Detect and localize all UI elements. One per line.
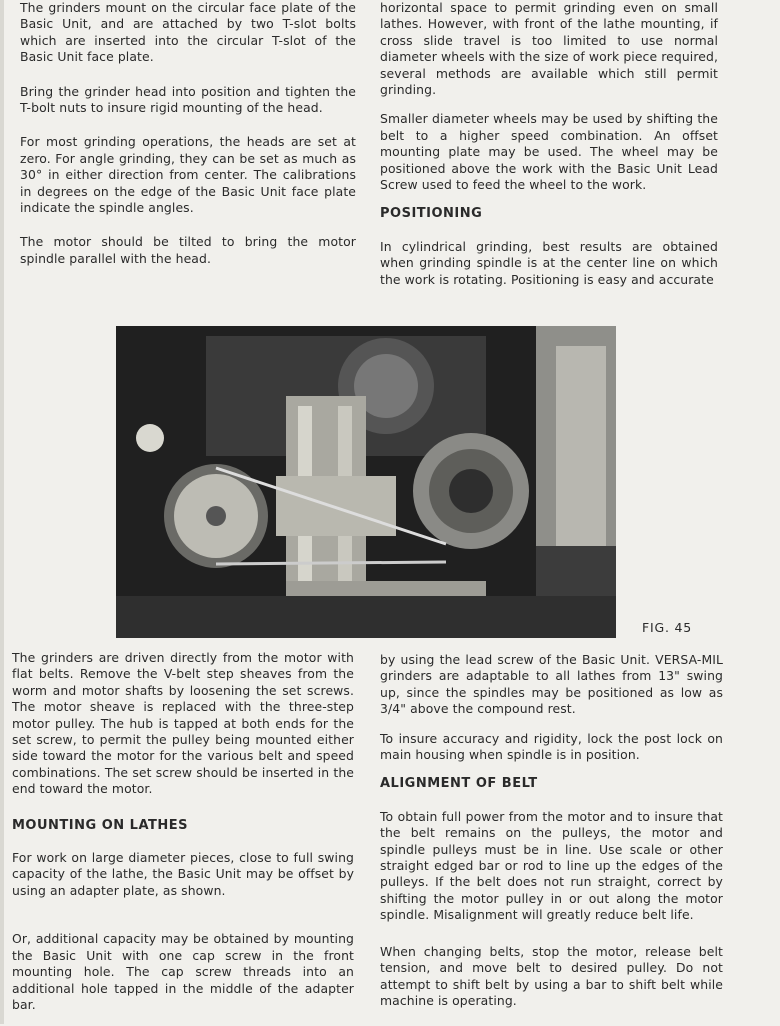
- section-heading: POSITIONING: [380, 206, 483, 222]
- column-left-top: [20, 0, 356, 280]
- paragraph: Or, additional capacity may be obtained by mounting the Basic Unit with one cap screw in the front mounting hole. The cap screw threads into an additional hole tapped in the middle of the adapter bar.: [12, 931, 354, 1012]
- paragraph: For most grinding operations, the heads are set at zero. For angle grinding, they can be set as much as 30° in either direction from center. The calibrations in degrees on the edge of the Basic Unit face plate indicate the spindle angles.: [20, 134, 356, 216]
- paragraph: by using the lead screw of the Basic Unit. VERSA-MIL grinders are adaptable to all lathes from 13" swing up, since the spindles may be positioned as low as 3/4" above the compound rest.: [380, 652, 723, 717]
- paragraph: horizontal space to permit grinding even on small lathes. However, with front of the lathe mounting, if cross slide travel is too limited to use normal diameter wheels with the size of work piece required, several methods are available which still permit grinding.: [380, 0, 718, 98]
- figure-caption: FIG. 45: [642, 620, 693, 635]
- column-left-bottom: [12, 650, 354, 1026]
- paragraph: In cylindrical grinding, best results are obtained when grinding spindle is at the center line on which the work is rotating. Positioning is easy and accurate: [380, 238, 718, 287]
- section-heading: ALIGNMENT OF BELT: [380, 776, 538, 792]
- figure-photo-grinder-on-lathe: [116, 326, 616, 638]
- machine-photo-illustration: [116, 326, 616, 638]
- page-gutter: [0, 0, 4, 1024]
- paragraph: The motor should be tilted to bring the motor spindle parallel with the head.: [20, 234, 356, 266]
- paragraph: To obtain full power from the motor and to insure that the belt remains on the pulleys, the motor and spindle pulleys must be in line. Use scale or other straight edged bar or rod to line up the edges of the pulleys. If the belt does not run straight, correct by shifting the motor pulley in or out along the motor spindle. Misalignment will greatly reduce belt life.: [380, 808, 723, 923]
- paragraph: Smaller diameter wheels may be used by shifting the belt to a higher speed combination. An offset mounting plate may be used. The wheel may be positioned above the work with the Basic Unit Lead Screw used to feed the wheel to the work.: [380, 111, 718, 193]
- column-right-top: [380, 0, 718, 301]
- paragraph: Bring the grinder head into position and tighten the T-bolt nuts to insure rigid mounting of the head.: [20, 83, 356, 116]
- paragraph: For work on large diameter pieces, close to full swing capacity of the lathe, the Basic Unit may be offset by using an adapter plate, as shown.: [12, 850, 354, 898]
- paragraph: When changing belts, stop the motor, release belt tension, and move belt to desired pulley. Do not attempt to shift belt by using a bar to shift belt while machine is operating.: [380, 943, 723, 1008]
- column-right-bottom: [380, 652, 723, 1022]
- paragraph: The grinders mount on the circular face plate of the Basic Unit, and are attached by two T-slot bolts which are inserted into the circular T-slot of the Basic Unit face plate.: [20, 0, 356, 65]
- paragraph: The grinders are driven directly from the motor with flat belts. Remove the V-belt step sheaves from the worm and motor shafts by loosening the set screws. The motor sheave is replaced with the three-step motor pulley. The hub is tapped at both ends for the set screw, to permit the pulley being mounted either side toward the motor for the various belt and speed combinations. The set screw should be inserted in the end toward the motor.: [12, 650, 354, 797]
- section-heading: MOUNTING ON LATHES: [12, 817, 188, 833]
- paragraph: To insure accuracy and rigidity, lock the post lock on main housing when spindle is in position.: [380, 730, 723, 763]
